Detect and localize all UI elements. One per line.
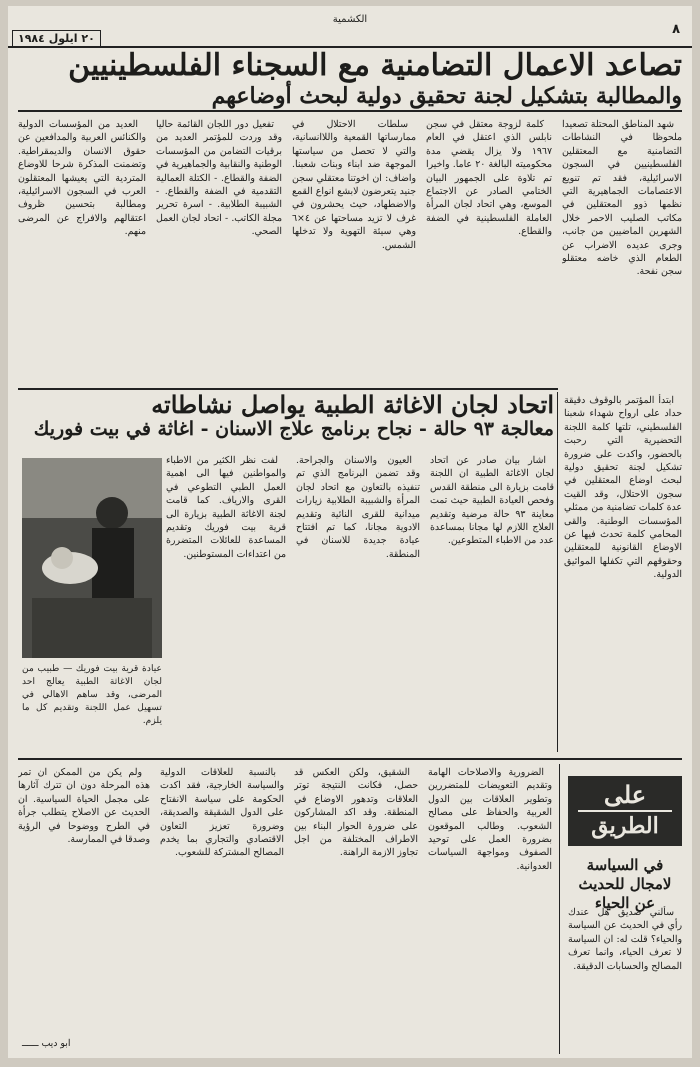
page-header bbox=[8, 6, 692, 48]
column-divider bbox=[559, 764, 560, 1054]
clinic-photo-illustration bbox=[22, 458, 162, 658]
article1-column-3: سلطات الاحتلال في ممارساتها القمعية واللاانسانية، والتي لا تحصل من سياستها الموجهة ضد ابناء وبنات شعبنا. واضاف: ان اخوتنا معتقلي سجن جنيد يتعرضون لابشع انواع القمع والاضطهاد، حيث يحشرون في غرف لا تزيد مساحتها عن ٤×٦ وهي سيئة التهوية ولا تدخلها الشمس. bbox=[292, 119, 416, 251]
article1-column-1: شهد المناطق المحتلة تصعيدا ملحوظا في النشاطات التضامنية مع المعتقلين الفلسطينيين في السجون الاسرائيلية، فقد تم تنويع الاعتصامات الجماهيرية التي نظمها ذوو المعتقلين في مكاتب الصليب الاحمر خلال الشهرين الماضيين من جانب، وجرى عديده الاضراب عن الطعام الذي خاضه معتقلو سجن نفحة. bbox=[562, 119, 682, 278]
publication-name: الكشمية bbox=[332, 14, 368, 25]
article1-column-2: كلمة لزوجة معتقل في سجن نابلس الذي اعتقل في العام ١٩٦٧ ولا يزال يقضي مدة محكوميته البالغة ٢٠ عاما. واخيرا تم تلاوة على الجمهور البيان الختامي الصادر عن الاجتماع الموسع، وهي اتحاد لجان المرأة العاملة الفلسطينية في الضفة والقطاع. bbox=[426, 119, 552, 238]
article2-headline: اتحاد لجان الاغاثة الطبية يواصل نشاطاته bbox=[151, 390, 554, 419]
article2-column-2: العيون والاسنان والجراحة. وقد تضمن البرنامج الذي تم تنفيذه بالتعاون مع اتحاد لجان المرأة والشبيبة الطلابية زيارات ميدانية للقرى النائية وتقديم الادوية مجانا، كما تم افتتاح عيادة جديدة للاسنان في المنطقة. bbox=[296, 455, 420, 560]
column-headline: في السياسة لامجال للحديث عن الحياء bbox=[578, 856, 672, 912]
article1-subheadline: والمطالبة بتشكيل لجنة تحقيق دولية لبحث أوضاعهم bbox=[211, 83, 682, 109]
page-number: ٨ bbox=[672, 22, 680, 37]
column-divider bbox=[557, 392, 558, 752]
column-logo-top: على bbox=[603, 780, 647, 809]
article3-column-2: الشقيق، ولكن العكس قد حصل، فكانت النتيجة توتر العلاقات وتدهور الاوضاع في المنطقة. وقد اكد المشاركون على ضرورة الحوار البناء بين الاطراف المختلفة من اجل تجاوز الازمة الراهنة. bbox=[294, 767, 418, 859]
article3-signature: ابو ديب ــــــ bbox=[22, 1038, 71, 1049]
article3-column-1: الضرورية والاصلاحات الهامة وتقديم التعويضات للمتضررين وتطوير العلاقات بين الدول العربية والحفاظ على مصالح الشعوب. وطالب الموقعون بضرورة العمل على توحيد الصفوف ومواجهة السياسات العدوانية. bbox=[428, 767, 552, 872]
newspaper-page bbox=[8, 6, 692, 1058]
article2-column-1: اشار بيان صادر عن اتحاد لجان الاغاثة الطبية ان اللجنة قامت بزيارة الى منطقة القدس وفحص العيادة الطبية حيث تمت معاينة ٩٣ حالة مرضية وتقديم العلاج اللازم لها مجانا بمساعدة عدد من الاطباء المتطوعين. bbox=[430, 455, 554, 547]
column-body: سألني صديق هل عندك رأي في الحديث عن السياسة والحياء؟ قلت له: ان السياسة لا تعرف الحياء، وانما تعرف المصالح والحسابات الدقيقة. bbox=[568, 907, 682, 972]
article3-column-4: ولم يكن من الممكن ان تمر هذه المرحلة دون ان تترك آثارها على مجمل الحياة السياسية. ان الحديث عن الاصلاح يتطلب جرأة في الطرح ووضوحا في الرؤية وصدقا في الممارسة. bbox=[18, 767, 150, 846]
divider bbox=[18, 758, 682, 760]
article1-column-5: العديد من المؤسسات الدولية والكنائس العربية والمدافعين عن حقوق الانسان والديمقراطية. وتضمنت المذكرة شرحا للاوضاع المتردية التي يعيشها المعتقلون العرب في السجون الاسرائيلية، ومطالبة بتحسين ظروف اعتقالهم والافراج عن المرضى منهم. bbox=[18, 119, 146, 238]
article2-photo-caption: عيادة قرية بيت فوريك — طبيب من لجان الاغاثة الطبية يعالج احد المرضى، وقد ساهم الاهالي في تسهيل عمل اللجنة وتقديم كل ما يلزم. bbox=[22, 663, 162, 726]
side-column: ابتدأ المؤتمر بالوقوف دقيقة حداد على ارواح شهداء شعبنا الفلسطيني، تلتها كلمة اللجنة التحضيرية التي رحبت بالحضور، واكدت على ضرورة تشكيل لجنة تحقيق دولية لبحث اوضاع المعتقلين في سجون الاحتلال، وقد القيت عدة كلمات تضامنية من ممثلي المؤسسات الوطنية. والقى المحامي كلمة تحدث فيها عن الاوضاع القانونية للمعتقلين وحقوقهم التي تكفلها المواثيق الدولية. bbox=[564, 395, 682, 581]
article2-photo bbox=[22, 458, 162, 658]
article2-subheadline: معالجة ٩٣ حالة - نجاح برنامج علاج الاسنان - اغاثة في بيت فوريك bbox=[33, 418, 554, 440]
article1-headline: تصاعد الاعمال التضامنية مع السجناء الفلسطينيين bbox=[68, 48, 682, 83]
article2-column-3: لفت نظر الكثير من الاطباء والمواطنين فيها الى اهمية العمل الطبي التطوعي في القرى والارياف. كما قامت لجنة الاغاثة الطبية بزيارة الى قرية بيت فوريك وتقديم المساعدة للعائلات المتضررة من اعتداءات المستوطنين. bbox=[166, 455, 286, 560]
divider bbox=[18, 110, 682, 112]
article3-column-3: بالنسبة للعلاقات الدولية والسياسة الخارجية، فقد اكدت الحكومة على سياسة الانفتاح على الدول الشقيقة والصديقة، وضرورة تعزيز التعاون الاقتصادي والتجاري بما يخدم المصالح المشتركة للشعوب. bbox=[160, 767, 284, 859]
column-logo-bottom: الطريق bbox=[578, 810, 672, 840]
article1-column-4: تفعيل دور اللجان القائمة حاليا وقد وردت للمؤتمر العديد من برقيات التضامن من المؤسسات الوطنية والنقابية والجماهيرية في الضفة والقطاع. - الكتلة العمالية التقدمية في الضفة والقطاع. - الشبيبة الطلابية. - اسرة تحرير مجلة الكاتب. - اتحاد لجان العمل الصحي. bbox=[156, 119, 282, 238]
column-logo bbox=[568, 776, 682, 846]
issue-date: ٢٠ ايلول ١٩٨٤ bbox=[12, 30, 101, 47]
